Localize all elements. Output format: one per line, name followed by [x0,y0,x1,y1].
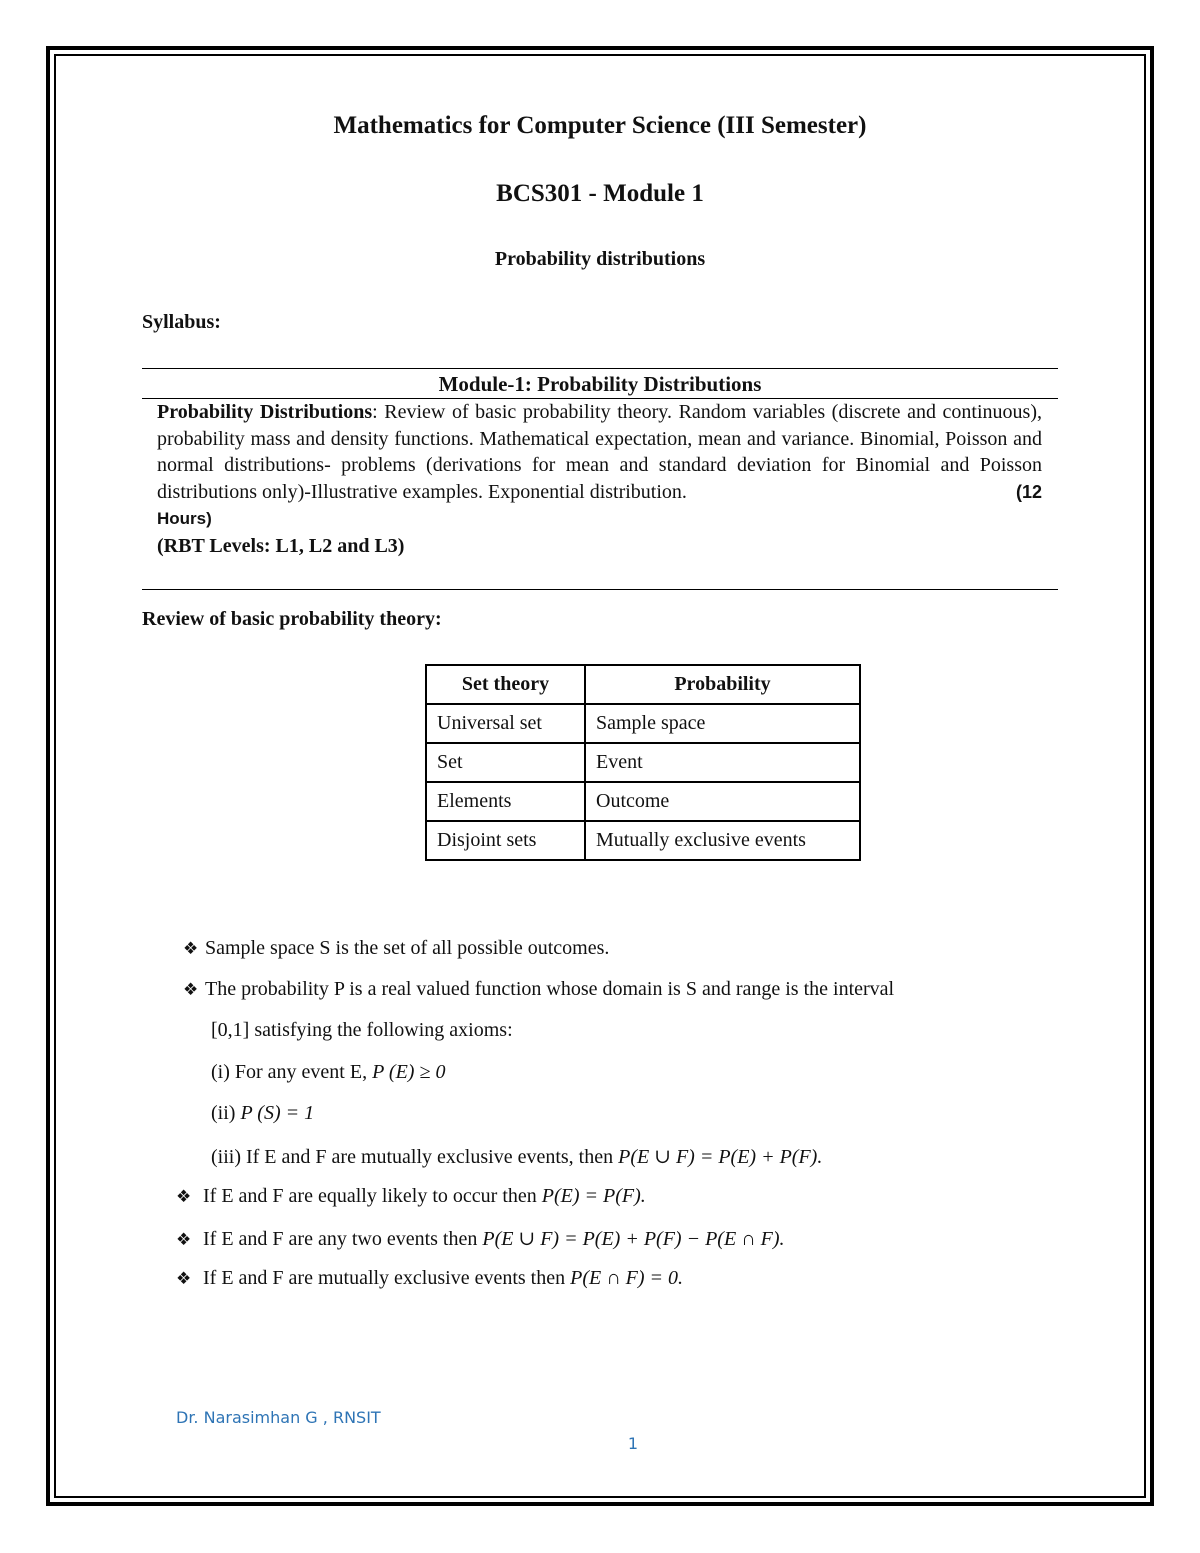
table-cell: Outcome [585,782,860,821]
table-row [426,821,860,860]
table-cell: Sample space [585,704,860,743]
footer-author: Dr. Narasimhan G , RNSIT [176,1408,381,1427]
module-code: BCS301 - Module 1 [496,180,704,207]
list-item: ❖ If E and F are any two events then P(E ∪ F) = P(E) + P(F) − P(E ∩ F). [176,1228,785,1250]
table-row [426,704,860,743]
table-row [426,782,860,821]
syllabus-box [142,368,1058,590]
table-row [426,743,860,782]
page-number: 1 [627,1434,639,1453]
table-header-row [426,665,860,704]
syllabus-box-body [157,399,1042,560]
table-cell: Universal set [426,704,585,743]
table-cell: Disjoint sets [426,821,585,860]
syllabus-box-title: Module-1: Probability Distributions [142,370,1058,399]
diamond-bullet-icon: ❖ [176,1269,192,1288]
list-item: ❖ Sample space S is the set of all possible outcomes. [183,937,610,959]
diamond-bullet-icon: ❖ [183,980,199,999]
axiom-1: (i) For any event E, P (E) ≥ 0 [211,1061,446,1083]
hours-close: Hours) [157,509,212,529]
axiom-2: (ii) P (S) = 1 [211,1102,315,1124]
hours-open: (12 [1015,481,1042,502]
list-item-continuation: [0,1] satisfying the following axioms: [211,1019,513,1041]
review-heading: Review of basic probability theory: [142,608,442,630]
rbt-levels: (RBT Levels: L1, L2 and L3) [157,534,405,557]
syllabus-text: : Review of basic probability theory. Random variables (discrete and continuous), probability mass and density functions. Mathematical expectation, mean and variance. Binomial, Poisson and normal distributions- problems (derivations for mean and standard deviation for Binomial and Poisson distributions only)-Illustrative examples. Exponential distribution. [157,401,1042,503]
table-cell: Elements [426,782,585,821]
diamond-bullet-icon: ❖ [183,939,199,958]
list-item: ❖ The probability P is a real valued function whose domain is S and range is the interval [183,978,895,1000]
diamond-bullet-icon: ❖ [176,1230,192,1249]
table-cell: Event [585,743,860,782]
axiom-3: (iii) If E and F are mutually exclusive events, then P(E ∪ F) = P(E) + P(F). [211,1146,823,1168]
table-header: Probability [585,665,860,704]
document-title: Mathematics for Computer Science (III Semester) [333,112,867,139]
set-theory-table [425,664,861,861]
table-cell: Set [426,743,585,782]
table-cell: Mutually exclusive events [585,821,860,860]
topic-heading: Probability distributions [494,248,706,270]
diamond-bullet-icon: ❖ [176,1187,192,1206]
syllabus-label: Syllabus: [142,311,221,333]
list-item: ❖ If E and F are mutually exclusive events then P(E ∩ F) = 0. [176,1267,684,1289]
list-item: ❖ If E and F are equally likely to occur then P(E) = P(F). [176,1185,646,1207]
table-header: Set theory [426,665,585,704]
syllabus-lead: Probability Distributions [157,401,373,423]
